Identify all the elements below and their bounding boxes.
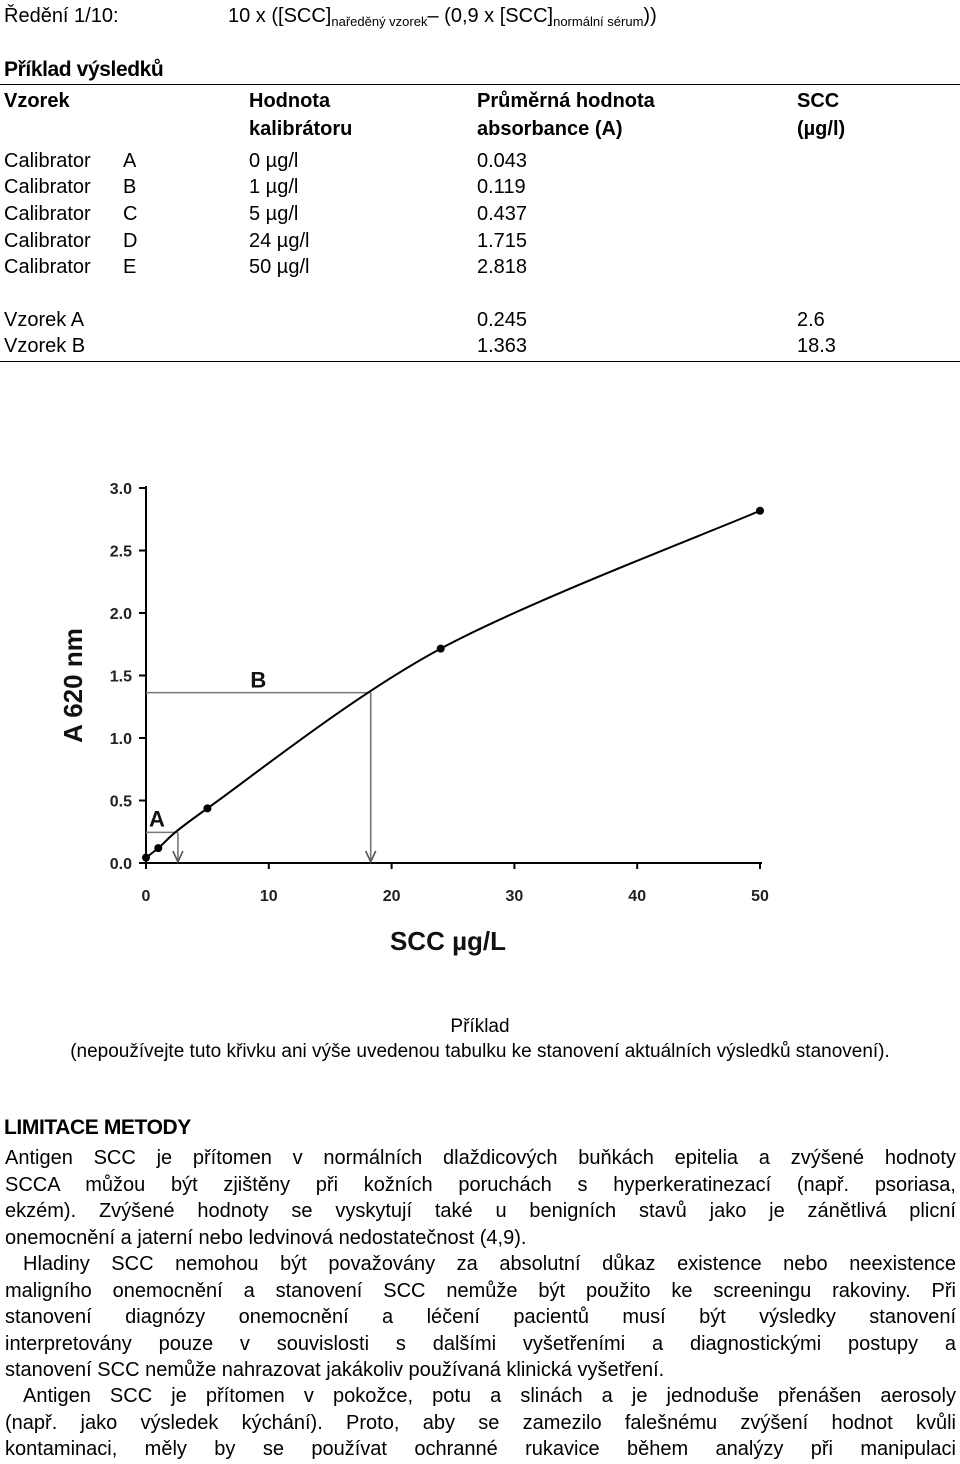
calibration-chart: [0, 460, 960, 980]
row-absorbance: 2.818: [477, 256, 528, 278]
y-tick-label: 3.0: [109, 481, 132, 498]
row-absorbance: 0.437: [477, 203, 528, 225]
row-absorbance: 1.715: [477, 230, 528, 252]
formula-sub1: naředěný vzorek: [331, 14, 428, 29]
row-name: Calibrator: [4, 176, 91, 198]
x-axis-label: SCC µg/L: [389, 926, 507, 956]
y-tick-label: 2.0: [109, 606, 132, 623]
row-letter: D: [123, 230, 138, 252]
y-tick-label: 1.5: [109, 668, 132, 686]
calibrator-point: [437, 645, 445, 653]
x-tick-label: 20: [382, 888, 401, 905]
text-line: stanovení SCC nemůže nahrazovat jakákoliv používaná klinická vyšetření.: [5, 1359, 665, 1381]
formula-part1: 10 x ([SCC]: [228, 5, 332, 27]
y-tick-label: 2.5: [109, 543, 132, 561]
x-tick-label: 40: [628, 888, 647, 905]
text-line: SCCA můžou být zjištěny při kožních poruchách s hyperkeratinezací (např. psoriasa,: [5, 1173, 956, 1196]
limitations-paragraph-3: [5, 1383, 956, 1463]
y-tick-label: 1.0: [109, 731, 132, 748]
annotation-label-a: A: [149, 806, 165, 832]
chart-guides: [146, 693, 376, 862]
col-header-calibrator-value: Hodnota: [249, 90, 331, 112]
sample-scc: 18.3: [797, 335, 836, 357]
chart-series: [146, 511, 760, 858]
chart-caption-title: Příklad: [450, 1016, 510, 1037]
calibrator-point: [142, 854, 150, 862]
row-name: Calibrator: [4, 203, 91, 225]
text-line: onemocnění a jaterní nebo ledvinová nedostatečnost (4,9).: [5, 1226, 527, 1249]
formula-part3: )): [643, 5, 657, 27]
formula-sub2: normální sérum: [553, 14, 644, 29]
y-axis-label: A 620 nm: [58, 628, 88, 743]
row-absorbance: 0.043: [477, 150, 528, 172]
col-header-scc: SCC: [797, 90, 840, 112]
calibration-curve-line: [146, 511, 760, 858]
text-line: Antigen SCC je přítomen v normálních dlaždicových buňkách epitelia a zvýšené hodnoty: [5, 1147, 956, 1169]
row-absorbance: 0.119: [477, 176, 526, 198]
row-name: Calibrator: [4, 230, 91, 252]
row-value: 5 µg/l: [249, 203, 299, 225]
row-letter: C: [123, 203, 138, 225]
calibrator-point: [154, 844, 162, 852]
col-header-calibrator-value-2: kalibrátoru: [249, 118, 353, 140]
sample-scc: 2.6: [797, 309, 825, 331]
sample-absorbance: 1.363: [477, 335, 528, 357]
sample-name: Vzorek B: [4, 335, 86, 357]
results-heading: Příklad výsledků: [4, 58, 164, 81]
col-header-absorbance-2: absorbance (A): [477, 118, 623, 140]
y-tick-label: 0.5: [109, 793, 132, 811]
text-line: Hladiny SCC nemohou být považovány za absolutní důkaz existence nebo neexistence: [23, 1253, 956, 1275]
calibrator-point: [203, 804, 211, 812]
row-value: 1 µg/l: [249, 176, 299, 198]
row-letter: E: [123, 256, 137, 278]
sample-absorbance: 0.245: [477, 309, 528, 331]
limitations-paragraph-1: [5, 1145, 956, 1251]
y-tick-label: 0.0: [109, 856, 132, 873]
dilution-label: Ředění 1/10:: [4, 5, 119, 27]
annotation-label-b: B: [250, 667, 267, 693]
dilution-formula: [228, 4, 657, 30]
row-value: 50 µg/l: [249, 256, 310, 278]
text-line: interpretovány pouze v souvislosti s dalšími vyšetřeními a diagnostickými postupy a: [5, 1332, 956, 1355]
chart-caption-note: (nepoužívejte tuto křivku ani výše uvedenou tabulku ke stanovení aktuálních výsledků stanovení).: [70, 1041, 890, 1062]
text-line: Antigen SCC je přítomen v pokožce, potu a slinách a je jednoduše přenášen aerosoly: [23, 1385, 956, 1407]
x-tick-label: 30: [505, 888, 524, 905]
text-line: stanovení diagnózy onemocnění a léčení pacientů musí být výsledky stanovení: [5, 1306, 956, 1328]
calibrator-point: [756, 507, 764, 515]
row-name: Calibrator: [4, 256, 91, 278]
chart-points: [142, 507, 764, 862]
formula-part2: – (0,9 x [SCC]: [427, 5, 554, 27]
sample-name: Vzorek A: [4, 309, 85, 331]
x-tick-label: 0: [141, 888, 151, 905]
row-name: Calibrator: [4, 150, 91, 172]
limitations-paragraph-2: [5, 1251, 956, 1384]
col-header-sample: Vzorek: [4, 90, 70, 112]
text-line: maligního onemocnění a stanovení SCC nemůže být použito ke screeningu rakoviny. Při: [5, 1279, 956, 1302]
col-header-scc-2: (µg/l): [797, 118, 846, 140]
chart-axes: [146, 486, 762, 863]
limitations-heading: LIMITACE METODY: [4, 1116, 191, 1139]
table-top-rule: [0, 84, 960, 85]
table-bottom-rule: [0, 361, 960, 362]
col-header-absorbance: Průměrná hodnota: [477, 90, 655, 112]
text-line: ekzém). Zvýšené hodnoty se vyskytují také u benigních stavů jako je zánětlivá plicní: [5, 1200, 956, 1222]
row-letter: A: [123, 150, 137, 172]
text-line: (např. jako výsledek kýchání). Proto, aby se zamezilo falešnému zvýšení hodnot kvůli: [5, 1411, 956, 1434]
x-tick-label: 50: [751, 888, 769, 905]
x-tick-label: 10: [259, 888, 278, 905]
row-value: 0 µg/l: [249, 150, 299, 172]
row-value: 24 µg/l: [249, 230, 310, 252]
text-line: kontaminaci, měly by se používat ochranné rukavice během analýzy při manipulaci: [5, 1438, 956, 1460]
row-letter: B: [123, 176, 137, 198]
